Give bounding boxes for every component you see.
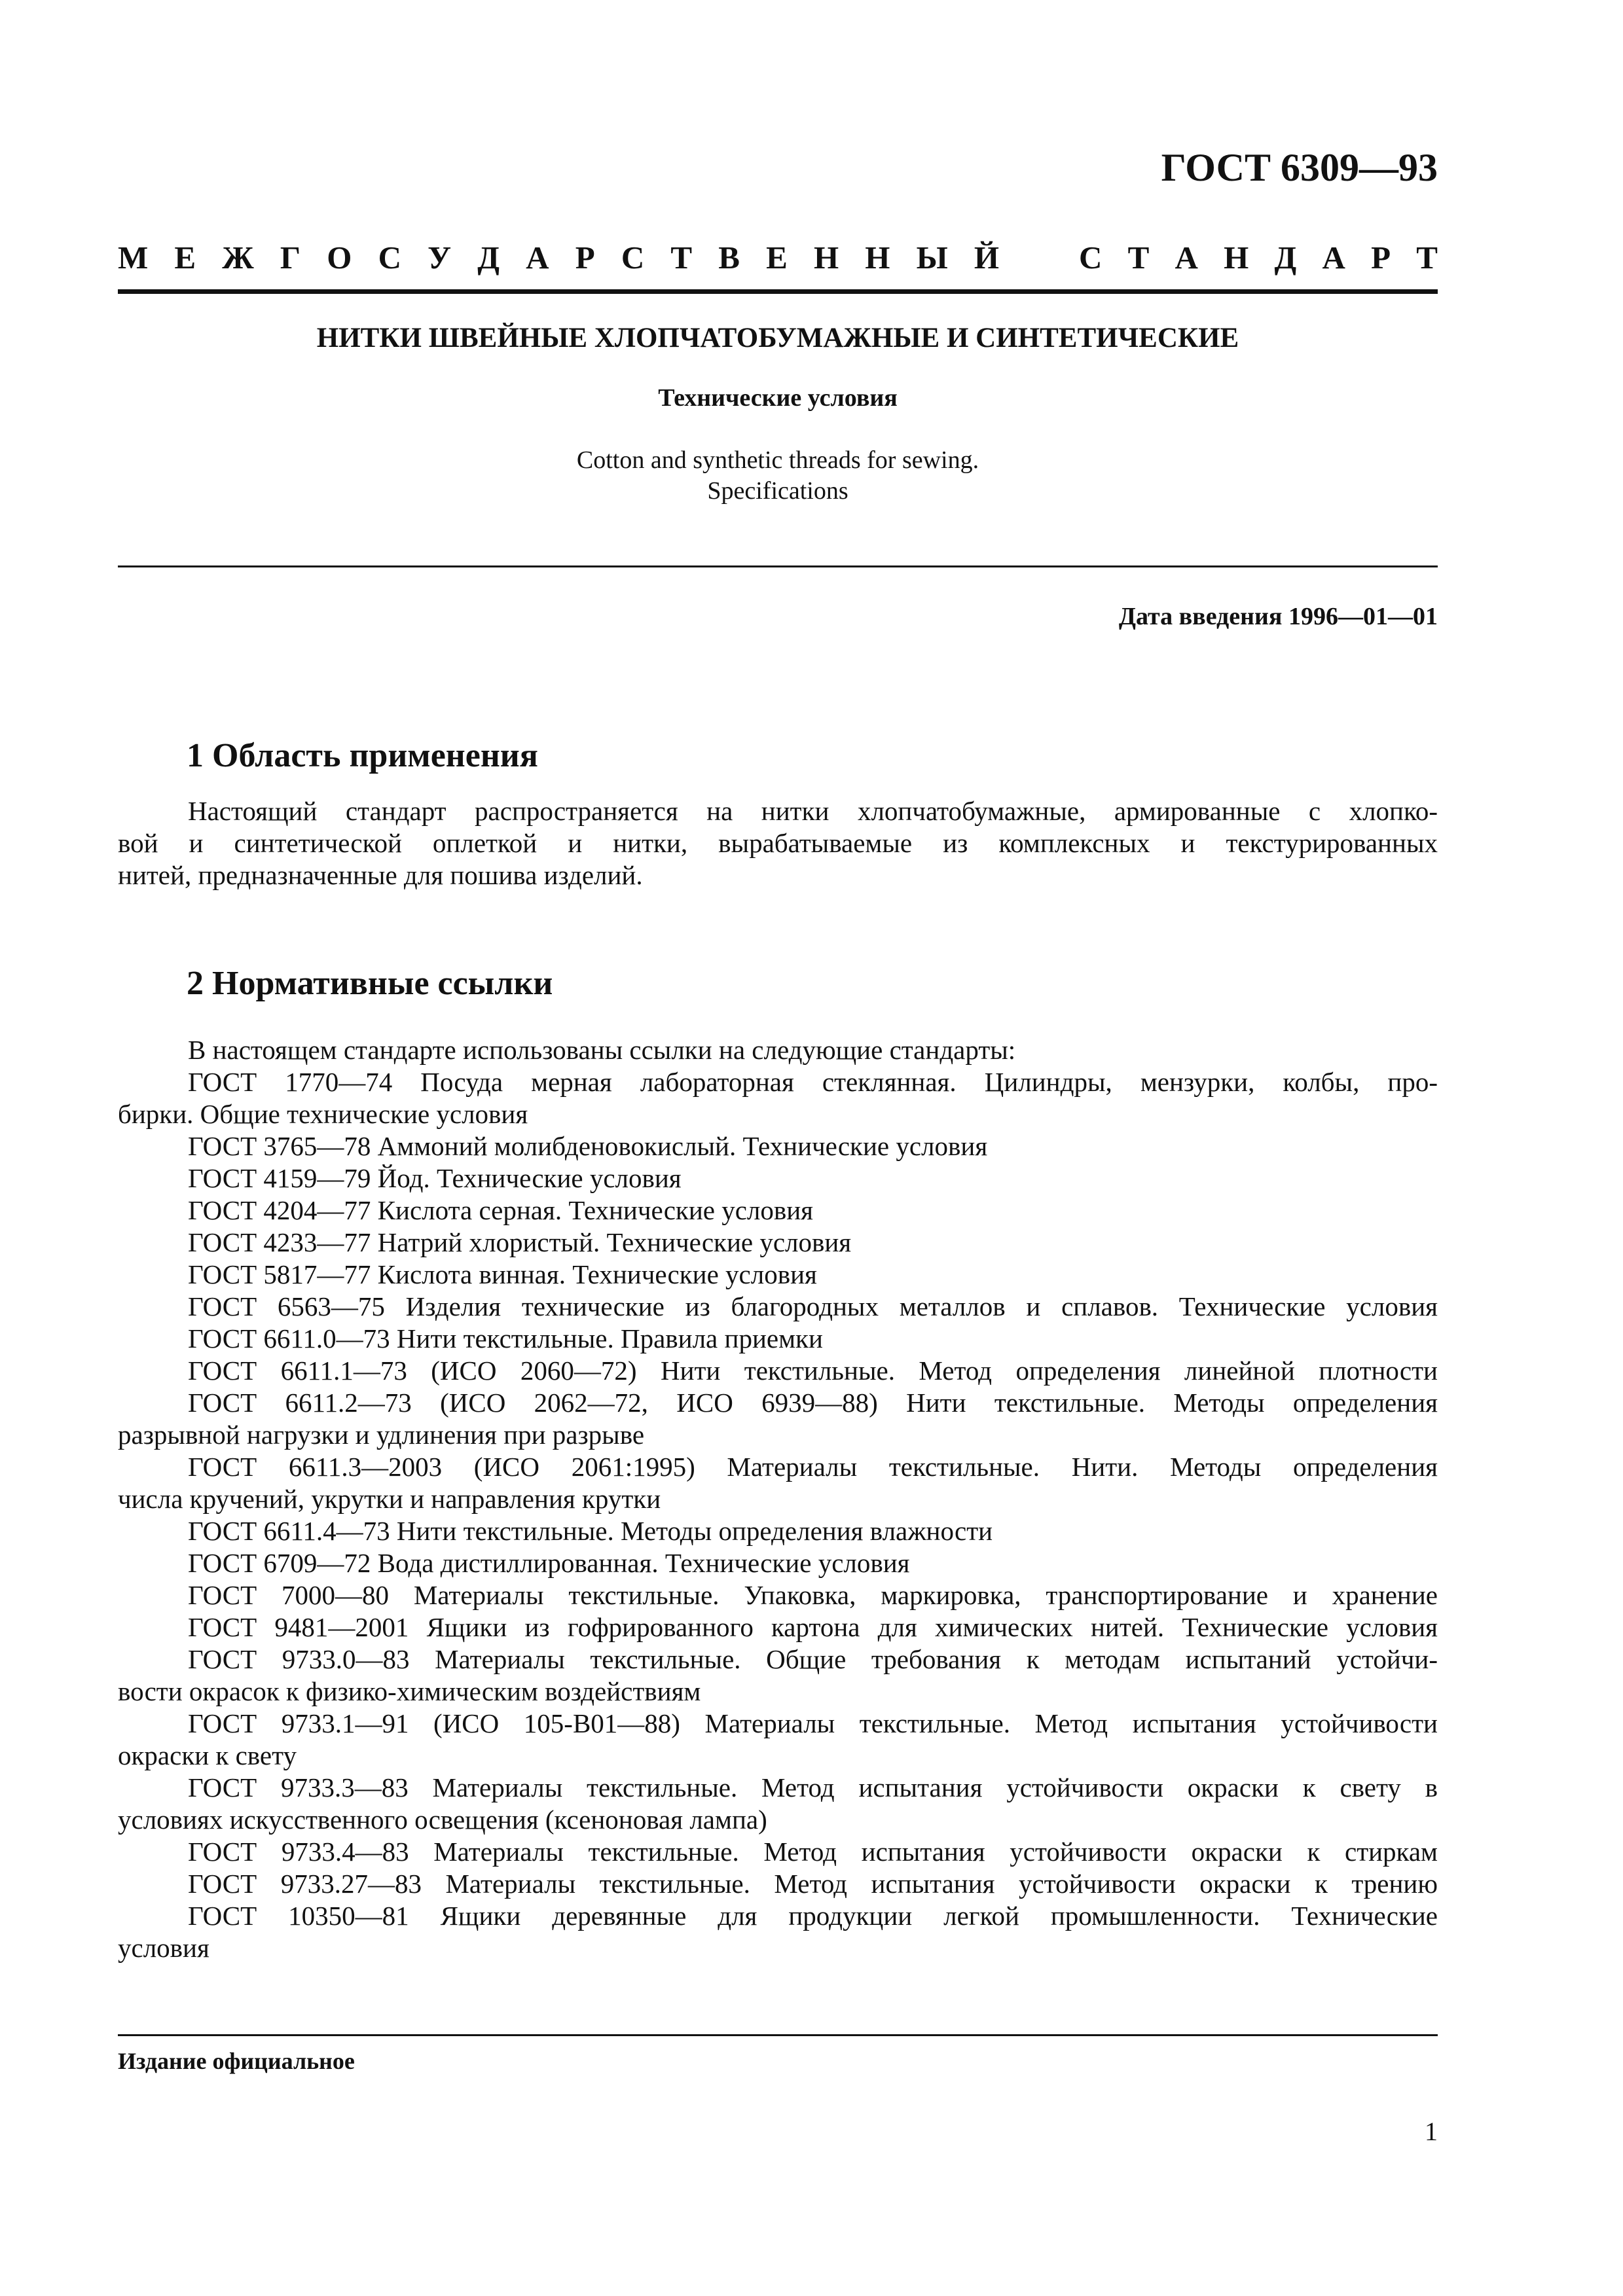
paragraph-line: нитей, предназначенные для пошива изделий. xyxy=(118,860,643,890)
footer-divider xyxy=(118,2034,1438,2036)
reference-line: ГОСТ 3765—78 Аммоний молибденовокислый. Технические условия xyxy=(188,1131,988,1161)
english-title xyxy=(118,445,1438,507)
banner-letter: М xyxy=(118,240,149,276)
banner-letter: С xyxy=(1079,240,1103,276)
header-divider xyxy=(118,289,1438,294)
reference-line: числа кручений, укрутки и направления крутки xyxy=(118,1484,661,1514)
section-1-heading: 1 Область применения xyxy=(187,737,538,774)
reference-line: окраски к свету xyxy=(118,1740,297,1770)
english-title-line-2: Specifications xyxy=(707,477,848,505)
reference-line: бирки. Общие технические условия xyxy=(118,1099,528,1129)
reference-line: ГОСТ 1770—74 Посуда мерная лабораторная стеклянная. Цилиндры, мензурки, колбы, про- xyxy=(188,1067,1438,1097)
reference-line: ГОСТ 9733.4—83 Материалы текстильные. Метод испытания устойчивости окраски к стиркам xyxy=(188,1837,1438,1867)
banner-letter: А xyxy=(1322,240,1345,276)
reference-line: ГОСТ 9733.27—83 Материалы текстильные. Метод испытания устойчивости окраски к трению xyxy=(188,1869,1438,1899)
banner-letter: У xyxy=(428,240,452,276)
reference-line: ГОСТ 6611.0—73 Нити текстильные. Правила приемки xyxy=(188,1323,823,1354)
banner-letter: Т xyxy=(1416,240,1438,276)
reference-line: ГОСТ 6611.1—73 (ИСО 2060—72) Нити текстильные. Метод определения линейной плотности xyxy=(188,1355,1438,1386)
banner-letter: В xyxy=(718,240,740,276)
standard-type-word-2 xyxy=(1079,239,1438,276)
banner-letter: Т xyxy=(670,240,693,276)
reference-line: ГОСТ 4204—77 Кислота серная. Технические условия xyxy=(188,1195,814,1225)
title-divider xyxy=(118,565,1438,567)
section-1-body xyxy=(118,795,1438,891)
banner-letter: Е xyxy=(766,240,788,276)
reference-line: условия xyxy=(118,1933,210,1963)
banner-letter: Г xyxy=(280,240,301,276)
standard-type-word-1 xyxy=(118,239,999,276)
reference-line: ГОСТ 9733.1—91 (ИСО 105-В01—88) Материалы текстильные. Метод испытания устойчивости xyxy=(188,1708,1438,1738)
banner-letter: С xyxy=(621,240,645,276)
page-number: 1 xyxy=(1425,2117,1438,2146)
reference-line: ГОСТ 10350—81 Ящики деревянные для продукции легкой промышленности. Технические xyxy=(188,1901,1438,1931)
document-subtitle: Технические условия xyxy=(658,384,898,412)
paragraph-line: Настоящий стандарт распространяется на нитки хлопчатобумажные, армированные с хлопко- xyxy=(188,796,1438,826)
banner-letter: Е xyxy=(174,240,196,276)
section-2-body xyxy=(118,1034,1438,1964)
reference-line: ГОСТ 5817—77 Кислота винная. Технические условия xyxy=(188,1259,817,1289)
banner-letter: Н xyxy=(813,240,839,276)
banner-letter: Т xyxy=(1127,240,1150,276)
reference-line: ГОСТ 6563—75 Изделия технические из благородных металлов и сплавов. Технические условия xyxy=(188,1291,1438,1321)
banner-letter: Й xyxy=(974,240,999,276)
reference-line: вости окрасок к физико-химическим воздействиям xyxy=(118,1676,701,1706)
reference-line: ГОСТ 9481—2001 Ящики из гофрированного картона для химических нитей. Технические условия xyxy=(188,1612,1438,1642)
document-code: ГОСТ 6309—93 xyxy=(1161,146,1438,189)
reference-line: ГОСТ 6611.3—2003 (ИСО 2061:1995) Материалы текстильные. Нити. Методы определения xyxy=(188,1452,1438,1482)
banner-letter: О xyxy=(327,240,352,276)
banner-letter: Р xyxy=(575,240,595,276)
reference-line: ГОСТ 6709—72 Вода дистиллированная. Технические условия xyxy=(188,1548,910,1578)
banner-letter: А xyxy=(526,240,549,276)
banner-letter: Ы xyxy=(916,240,948,276)
reference-line: ГОСТ 4233—77 Натрий хлористый. Технические условия xyxy=(188,1227,852,1257)
reference-line: ГОСТ 6611.4—73 Нити текстильные. Методы определения влажности xyxy=(188,1516,993,1546)
paragraph-line: вой и синтетической оплеткой и нитки, вырабатываемые из комплексных и текстурированных xyxy=(118,828,1438,858)
banner-letter: Р xyxy=(1371,240,1391,276)
banner-letter: Н xyxy=(1224,240,1249,276)
banner-letter: Д xyxy=(1274,240,1297,276)
reference-line: условиях искусственного освещения (ксеноновая лампа) xyxy=(118,1804,767,1835)
document-title: НИТКИ ШВЕЙНЫЕ ХЛОПЧАТОБУМАЖНЫЕ И СИНТЕТИЧЕСКИЕ xyxy=(316,323,1239,353)
reference-line: ГОСТ 4159—79 Йод. Технические условия xyxy=(188,1163,682,1193)
standard-type-banner xyxy=(118,239,1438,276)
reference-line: разрывной нагрузки и удлинения при разрыве xyxy=(118,1420,645,1450)
reference-line: ГОСТ 7000—80 Материалы текстильные. Упаковка, маркировка, транспортирование и хранение xyxy=(188,1580,1438,1610)
banner-letter: Н xyxy=(865,240,890,276)
paragraph-line: В настоящем стандарте использованы ссылки на следующие стандарты: xyxy=(188,1035,1016,1065)
english-title-line-1: Cotton and synthetic threads for sewing. xyxy=(576,446,979,474)
introduction-date: Дата введения 1996—01—01 xyxy=(1118,603,1438,630)
section-2-heading: 2 Нормативные ссылки xyxy=(187,965,553,1002)
banner-letter: Д xyxy=(477,240,500,276)
reference-line: ГОСТ 6611.2—73 (ИСО 2062—72, ИСО 6939—88) Нити текстильные. Методы определения xyxy=(188,1388,1438,1418)
banner-letter: А xyxy=(1175,240,1198,276)
edition-label: Издание официальное xyxy=(118,2048,355,2074)
reference-line: ГОСТ 9733.3—83 Материалы текстильные. Метод испытания устойчивости окраски к свету в xyxy=(188,1772,1438,1803)
banner-letter: Ж xyxy=(222,240,254,276)
reference-line: ГОСТ 9733.0—83 Материалы текстильные. Общие требования к методам испытаний устойчи- xyxy=(188,1644,1438,1674)
banner-letter: С xyxy=(378,240,401,276)
